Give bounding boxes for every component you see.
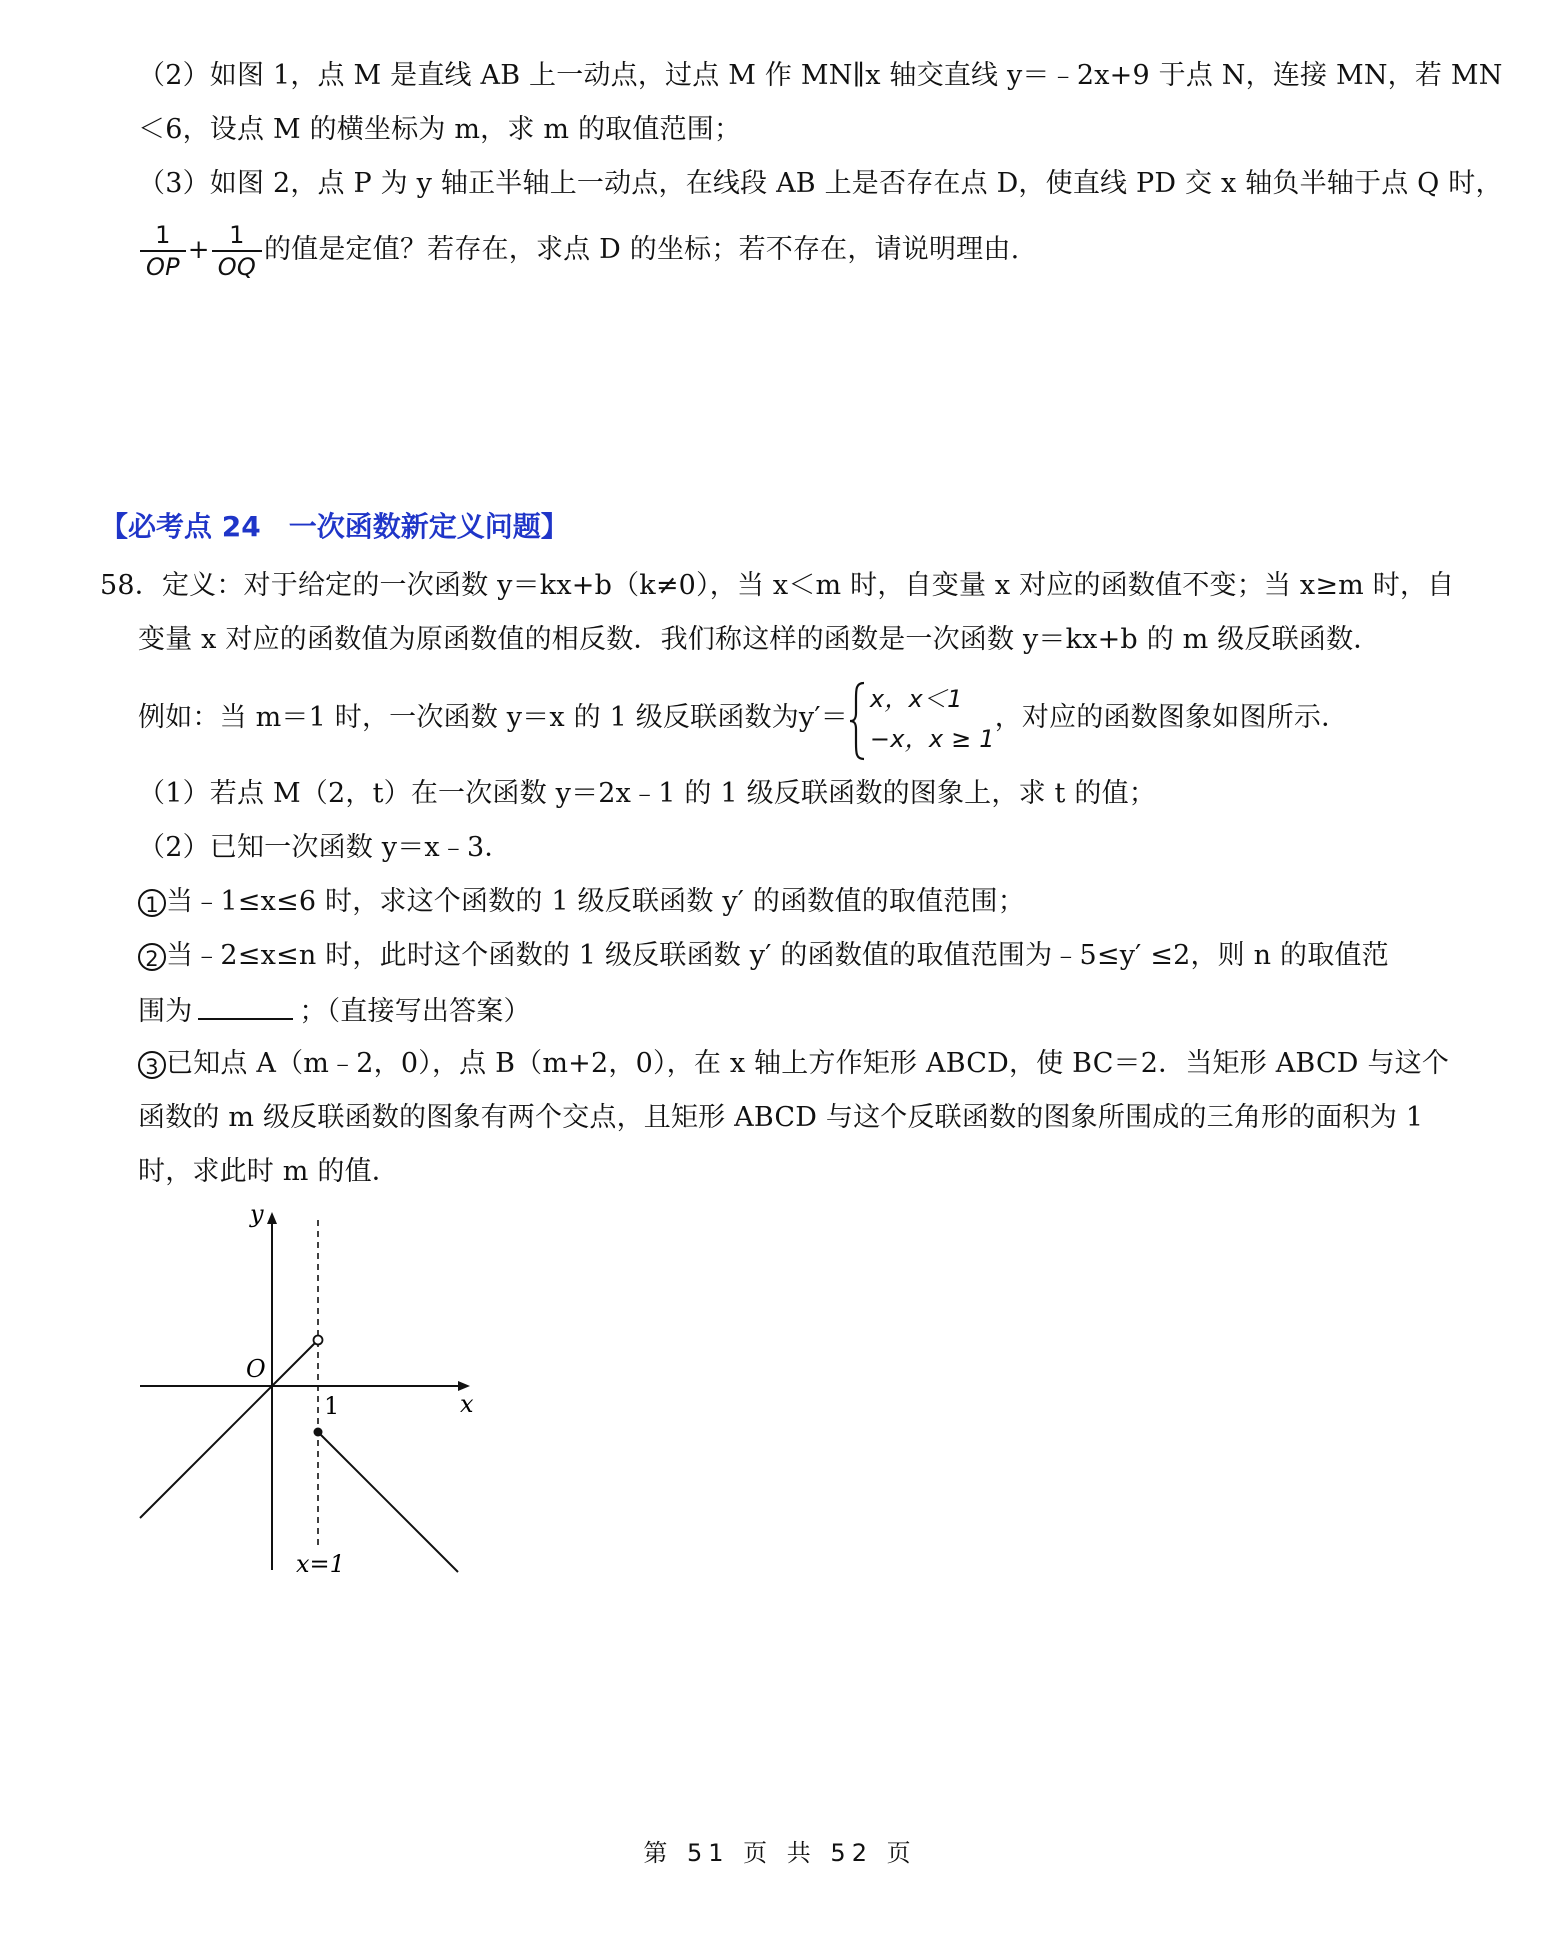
fraction-numerator: 1	[155, 220, 171, 249]
function-graph	[130, 1200, 490, 1580]
problem58-question2-2-line1	[138, 938, 1389, 974]
problem58-question2: （2）已知一次函数 y＝x﹣3．	[138, 832, 512, 863]
problem58-question2-3-line2: 函数的 m 级反联函数的图象有两个交点，且矩形 ABCD 与这个反联函数的图象所围成的三角形的面积为 1	[138, 1102, 1424, 1133]
piecewise-row-1: x，x＜1	[869, 684, 963, 713]
x-axis-label: x	[460, 1390, 474, 1418]
y-axis-label: y	[250, 1200, 264, 1228]
example-prefix: 例如：当 m＝1 时，一次函数 y＝x 的 1 级反联函数为y′＝	[138, 702, 848, 733]
question-part3-line2	[138, 218, 1019, 282]
origin-label: O	[246, 1355, 266, 1383]
piecewise-row-2: −x，x ≥ 1	[869, 724, 995, 753]
problem58-question2-2-line2	[138, 992, 531, 1030]
circled-number-1: 1	[138, 889, 166, 917]
fraction-numerator: 1	[229, 220, 245, 249]
section-title: 【必考点 24 一次函数新定义问题】	[100, 510, 569, 543]
answer-suffix: ；（直接写出答案）	[299, 996, 531, 1027]
fraction-denominator: OP	[140, 250, 186, 282]
question2-1-text: 当﹣1≤x≤6 时，求这个函数的 1 级反联函数 y′ 的函数值的取值范围；	[166, 886, 1025, 917]
question-part2-line2: ＜6，设点 M 的横坐标为 m，求 m 的取值范围；	[138, 114, 742, 145]
problem58-line2: 变量 x 对应的函数值为原函数值的相反数．我们称这样的函数是一次函数 y＝kx+b 的 m 级反联函数．	[138, 624, 1381, 655]
open-point-icon	[314, 1336, 323, 1345]
problem58-line1: 58．定义：对于给定的一次函数 y＝kx+b（k≠0），当 x＜m 时，自变量 x 对应的函数值不变；当 x≥m 时，自	[100, 570, 1455, 601]
page-footer: 第 51 页 共 52 页	[643, 1839, 917, 1867]
example-suffix: ，对应的函数图象如图所示．	[994, 702, 1349, 733]
question-part3-line1: （3）如图 2，点 P 为 y 轴正半轴上一动点，在线段 AB 上是否存在点 D，使直线 PD 交 x 轴负半轴于点 Q 时，	[138, 168, 1503, 199]
y-axis-arrow-icon	[267, 1212, 277, 1224]
question2-2-text: 当﹣2≤x≤n 时，此时这个函数的 1 级反联函数 y′ 的函数值的取值范围为﹣5≤y′ ≤2，则 n 的取值范	[166, 940, 1389, 971]
plus-sign: +	[187, 235, 210, 265]
question-part3-line2-text: 的值是定值？若存在，求点 D 的坐标；若不存在，请说明理由.	[263, 234, 1020, 265]
question2-3-text: 已知点 A（m﹣2，0），点 B（m+2，0），在 x 轴上方作矩形 ABCD，使 BC＝2．当矩形 ABCD 与这个	[166, 1048, 1450, 1079]
answer-blank[interactable]	[198, 992, 293, 1020]
problem58-question2-3-line3: 时，求此时 m 的值．	[138, 1156, 399, 1187]
graph-segment-y-equals-x	[140, 1343, 315, 1518]
fraction-one-over-op	[140, 220, 186, 282]
tick-label-1: 1	[324, 1392, 340, 1420]
circled-number-3: 3	[138, 1051, 166, 1079]
problem58-question2-1	[138, 884, 1025, 920]
left-brace-icon	[848, 679, 868, 763]
piecewise-function	[848, 679, 995, 759]
fraction-denominator: OQ	[212, 250, 262, 282]
question-part2-line1: （2）如图 1，点 M 是直线 AB 上一动点，过点 M 作 MN∥x 轴交直线 y＝﹣2x+9 于点 N，连接 MN，若 MN	[138, 60, 1503, 91]
problem58-question2-3-line1	[138, 1046, 1449, 1082]
circled-number-2: 2	[138, 943, 166, 971]
closed-point-icon	[314, 1428, 323, 1437]
problem58-question1: （1）若点 M（2，t）在一次函数 y＝2x﹣1 的 1 级反联函数的图象上，求 t 的值；	[138, 778, 1156, 809]
fraction-one-over-oq	[212, 220, 262, 282]
dashed-line-label: x=1	[296, 1550, 345, 1578]
example-line	[138, 676, 1348, 760]
answer-prefix: 围为	[138, 996, 193, 1027]
